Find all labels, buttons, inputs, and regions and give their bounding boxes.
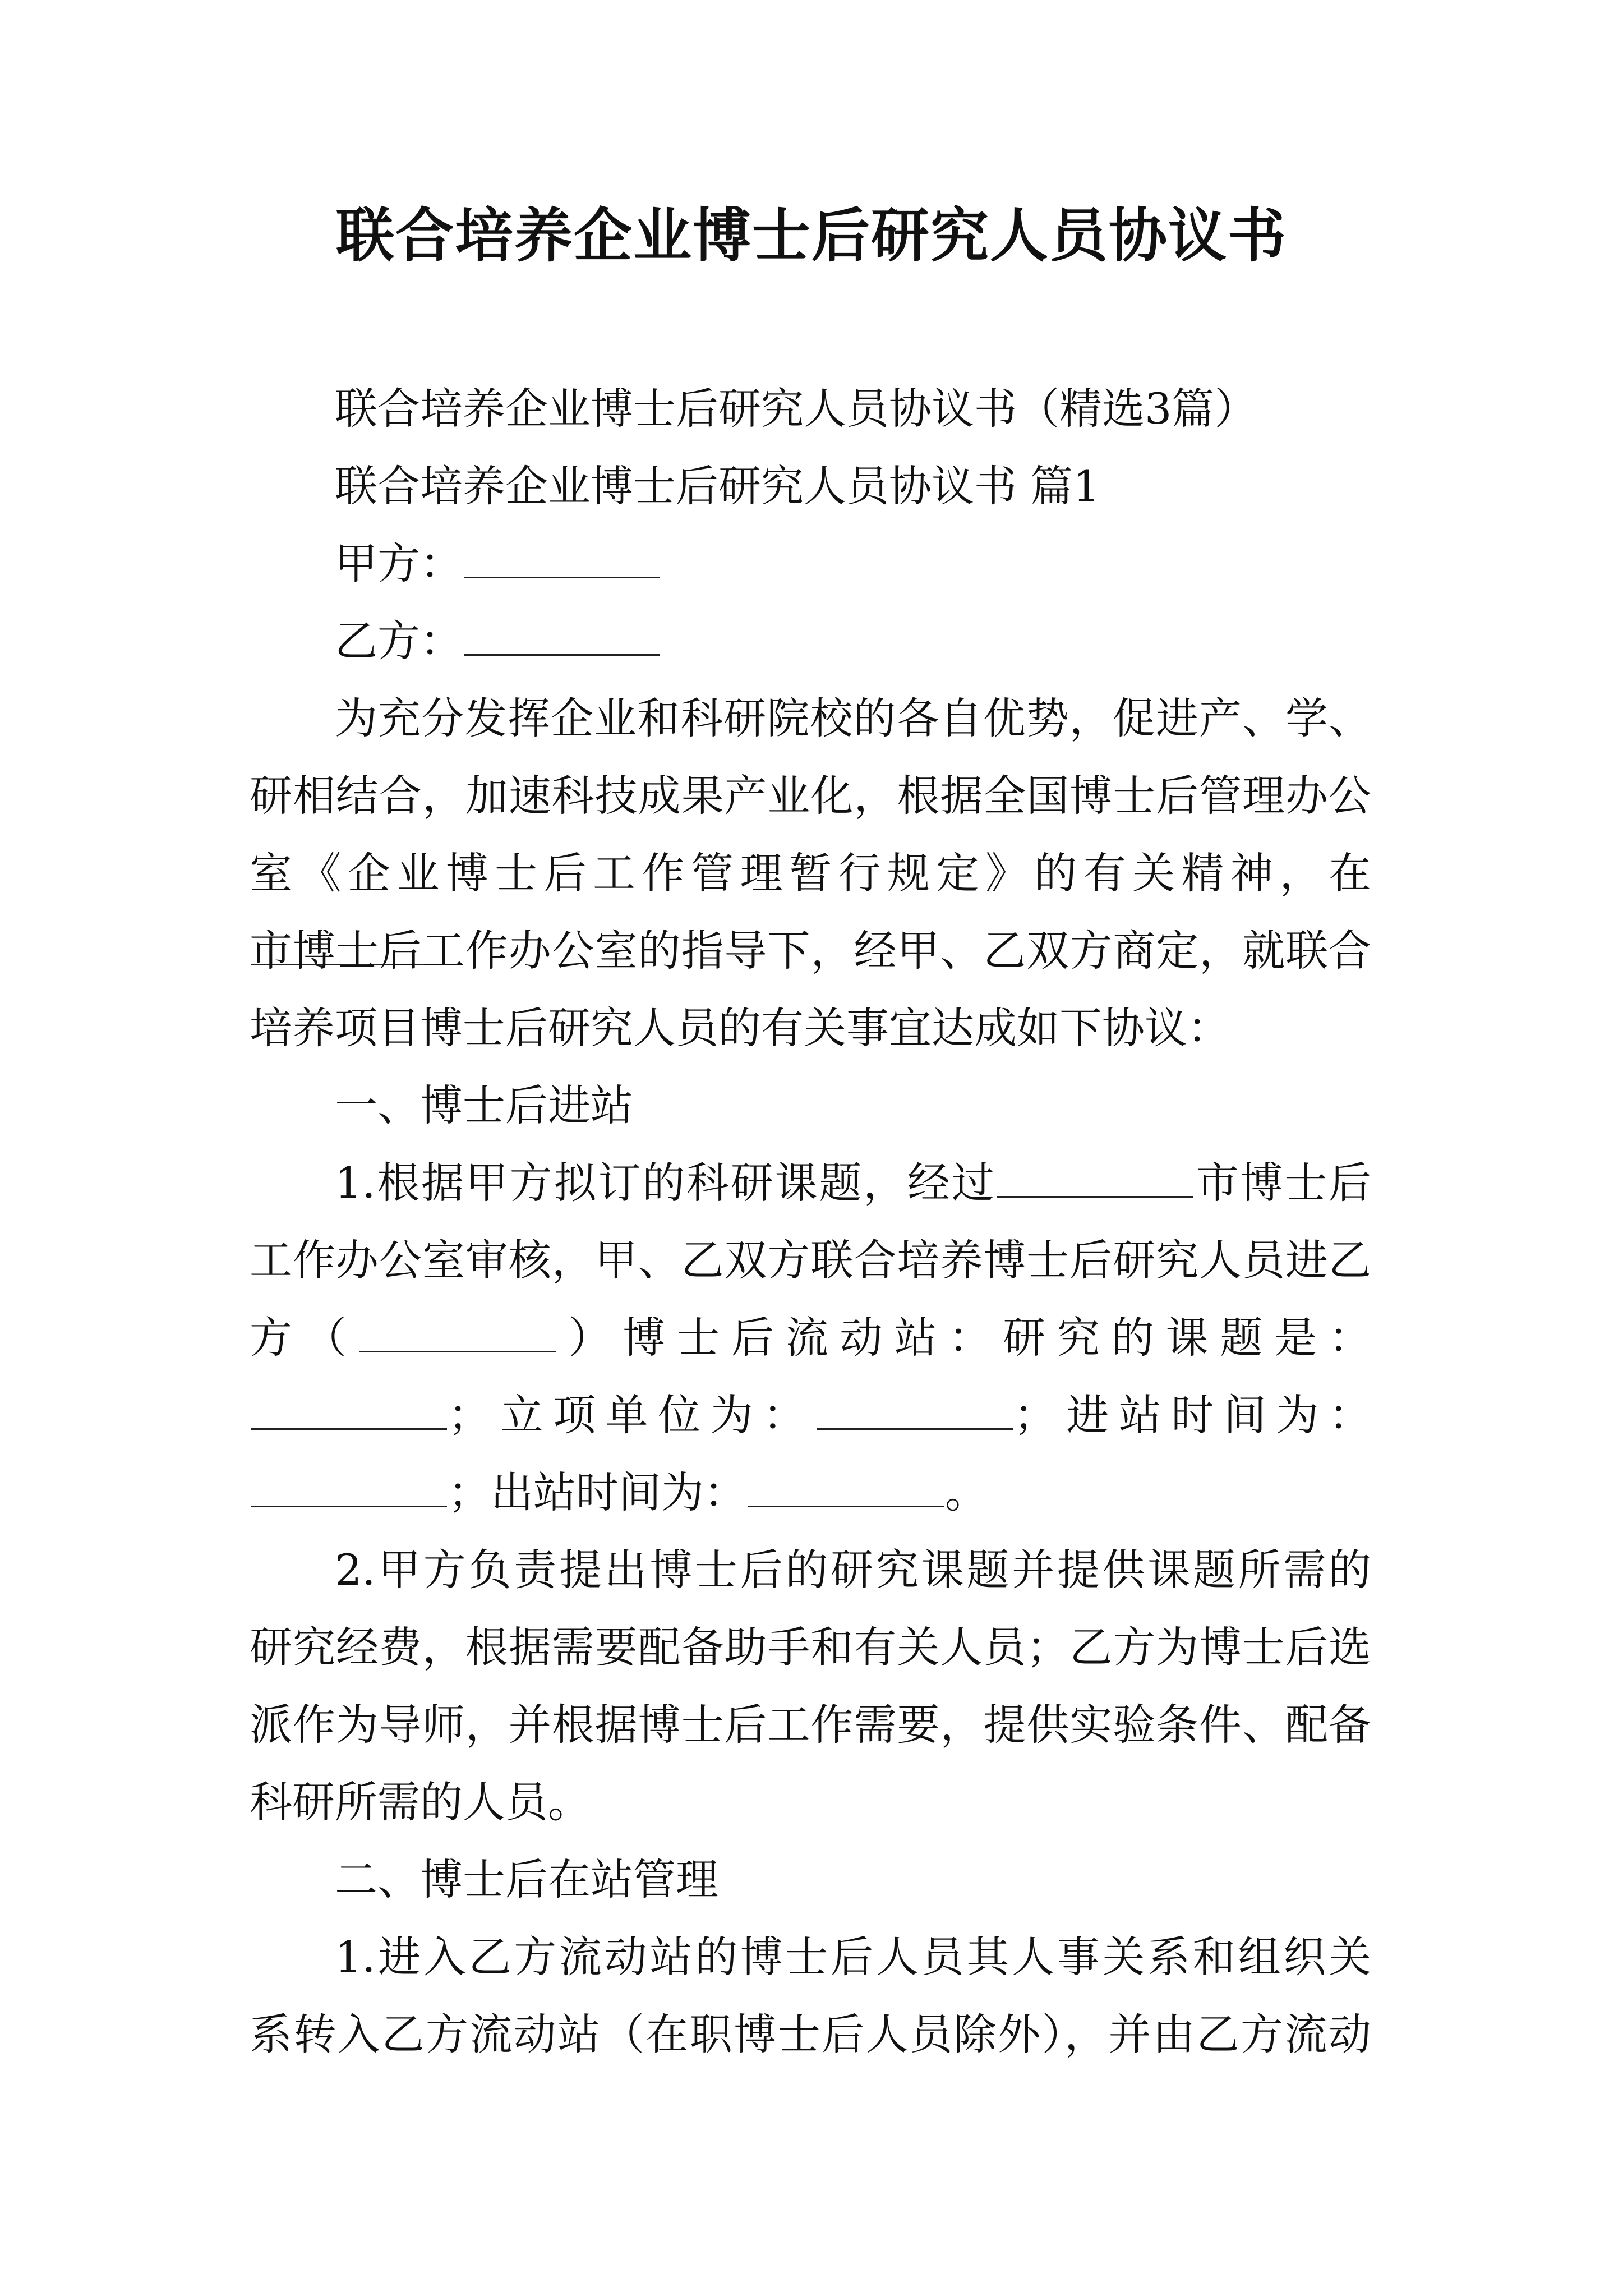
text-segment: ；出站时间为： (448, 1467, 746, 1517)
fill-in-blank (748, 1463, 944, 1507)
paragraph-line (250, 1764, 1371, 1841)
document-body (250, 370, 1371, 2073)
paragraph-line (250, 1222, 1371, 1299)
text-segment: 1.根据甲方拟订的科研课题，经过 (335, 1158, 996, 1208)
paragraph-line (250, 1144, 1371, 1222)
text-segment: 。 (945, 1467, 988, 1517)
text-segment: 市博士后工作办公室的指导下，经甲、乙双方商定，就联合 (250, 926, 1371, 976)
fill-in-blank (359, 1308, 556, 1352)
text-segment: 派作为导师，并根据博士后工作需要，提供实验条件、配备 (250, 1700, 1371, 1750)
text-segment: 乙方： (335, 616, 463, 666)
text-segment: 1.进入乙方流动站的博士后人员其人事关系和组织关 (335, 1932, 1371, 1982)
text-segment: 2.甲方负责提出博士后的研究课题并提供课题所需的 (335, 1545, 1371, 1595)
document-title: 联合培养企业博士后研究人员协议书 (335, 201, 1287, 270)
fill-in-blank (251, 1386, 447, 1430)
fill-in-blank (997, 1153, 1193, 1198)
text-segment: ；立项单位为： (448, 1390, 815, 1440)
text-segment: 联合培养企业博士后研究人员协议书 篇1 (335, 461, 1100, 511)
paragraph-line (250, 448, 1371, 525)
paragraph-line (250, 680, 1371, 757)
text-segment: 研究经费，根据需要配备助手和有关人员；乙方为博士后选 (250, 1622, 1371, 1672)
fill-in-blank (251, 1463, 447, 1507)
text-segment: 二、博士后在站管理 (335, 1855, 718, 1904)
paragraph-line (250, 1067, 1371, 1144)
text-segment: 联合培养企业博士后研究人员协议书（精选3篇） (335, 384, 1257, 434)
paragraph-line (250, 525, 1371, 602)
paragraph-line (250, 1996, 1371, 2073)
fill-in-blank (817, 1386, 1013, 1430)
paragraph-line (250, 1377, 1371, 1454)
paragraph-line (250, 1841, 1371, 1918)
paragraph-line (250, 1686, 1371, 1764)
paragraph-line (250, 1609, 1371, 1686)
text-segment: 甲方： (335, 539, 463, 588)
paragraph-line (250, 835, 1371, 912)
paragraph-line (250, 990, 1371, 1067)
text-segment: 市博士后 (1194, 1158, 1372, 1208)
paragraph-line (250, 757, 1371, 835)
text-segment: 科研所需的人员。 (250, 1777, 591, 1827)
paragraph-line (250, 1454, 1371, 1531)
text-segment: 研相结合，加速科技成果产业化，根据全国博士后管理办公 (250, 771, 1371, 821)
text-segment: 室《企业博士后工作管理暂行规定》的有关精神，在 (250, 848, 1371, 898)
fill-in-blank (464, 534, 660, 578)
paragraph-line (250, 1918, 1371, 1996)
text-segment: 系转入乙方流动站（在职博士后人员除外），并由乙方流动 (250, 2009, 1371, 2059)
text-segment: ；进站时间为： (1013, 1390, 1372, 1440)
text-segment: 方（ (250, 1313, 358, 1363)
paragraph-line (250, 370, 1371, 448)
paragraph-line (250, 1531, 1371, 1609)
text-segment: 为充分发挥企业和科研院校的各自优势，促进产、学、 (335, 693, 1371, 743)
paragraph-line (250, 1299, 1371, 1377)
paragraph-line (250, 602, 1371, 680)
text-segment: 一、博士后进站 (335, 1080, 633, 1130)
paragraph-line (250, 912, 1371, 990)
text-segment: 培养项目博士后研究人员的有关事宜达成如下协议： (250, 1003, 1230, 1053)
text-segment: 工作办公室审核，甲、乙双方联合培养博士后研究人员进乙 (250, 1235, 1371, 1285)
text-segment: ）博士后流动站：研究的课题是： (556, 1313, 1372, 1363)
fill-in-blank (464, 611, 660, 656)
